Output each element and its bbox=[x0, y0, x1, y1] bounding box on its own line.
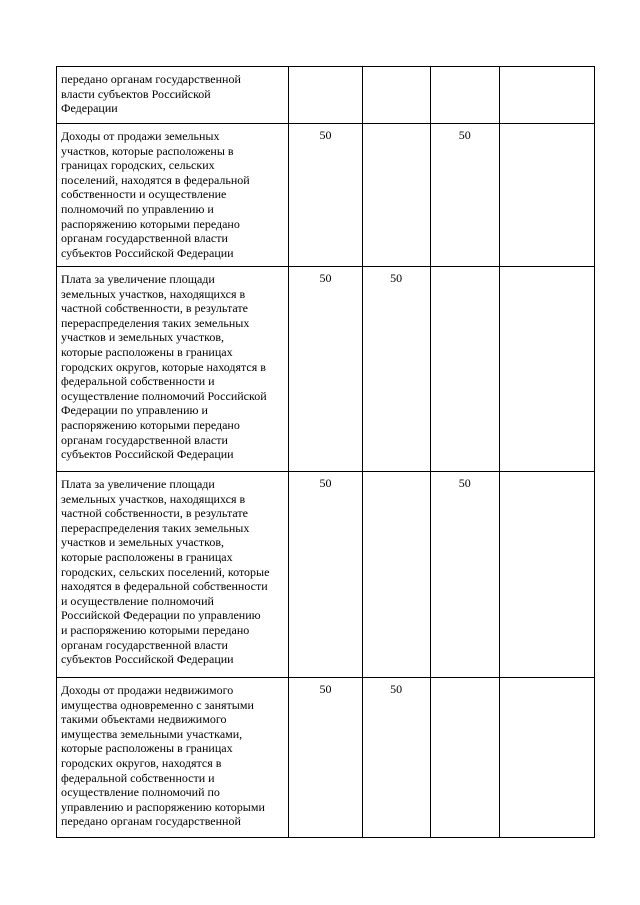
share-cell-3 bbox=[430, 678, 499, 838]
description-line: участков, которые расположены в bbox=[61, 143, 234, 158]
share-cell-1: 50 bbox=[289, 678, 362, 838]
description-line: полномочий по управлению и bbox=[61, 201, 214, 216]
description-line: находятся в федеральной собственности bbox=[61, 579, 268, 594]
description-line: осуществление полномочий по bbox=[61, 785, 220, 800]
share-cell-4 bbox=[499, 67, 594, 124]
share-cell-4 bbox=[499, 472, 594, 678]
description-line: земельных участков, находящихся в bbox=[61, 491, 246, 506]
revenue-description-cell bbox=[57, 472, 289, 678]
description-line: частной собственности, в результате bbox=[61, 301, 248, 316]
table-row bbox=[57, 472, 595, 678]
description-line: перераспределения таких земельных bbox=[61, 520, 250, 535]
description-line: субъектов Российской Федерации bbox=[61, 447, 234, 462]
revenue-description-cell bbox=[57, 67, 289, 124]
description-line: городских округов, находятся в bbox=[61, 755, 222, 770]
description-line: такими объектами недвижимого bbox=[61, 712, 227, 727]
description-line: поселений, находятся в федеральной bbox=[61, 172, 250, 187]
revenue-description-cell bbox=[57, 678, 289, 838]
description-line: распоряжению которыми передано bbox=[61, 216, 240, 231]
description-line: которые расположены в границах bbox=[61, 741, 233, 756]
description-line: границах городских, сельских bbox=[61, 158, 215, 173]
table-row bbox=[57, 67, 595, 124]
table-row bbox=[57, 678, 595, 838]
table-row bbox=[57, 267, 595, 472]
share-cell-1: 50 bbox=[289, 472, 362, 678]
share-cell-3 bbox=[430, 267, 499, 472]
table-row bbox=[57, 124, 595, 267]
description-line: субъектов Российской Федерации bbox=[61, 652, 234, 667]
share-cell-3: 50 bbox=[430, 472, 499, 678]
share-cell-1 bbox=[289, 67, 362, 124]
revenue-description-cell bbox=[57, 124, 289, 267]
description-line: Федерации по управлению и bbox=[61, 403, 208, 418]
description-line: органам государственной власти bbox=[61, 231, 228, 246]
description-line: Плата за увеличение площади bbox=[61, 272, 215, 286]
share-cell-2 bbox=[362, 67, 430, 124]
description-line: Плата за увеличение площади bbox=[61, 477, 215, 491]
description-line: передано органам государственной bbox=[61, 72, 241, 86]
description-line: распоряжению которыми передано bbox=[61, 417, 240, 432]
description-line: которые расположены в границах bbox=[61, 549, 233, 564]
share-cell-3: 50 bbox=[430, 124, 499, 267]
description-line: субъектов Российской Федерации bbox=[61, 245, 234, 260]
description-line: осуществление полномочий Российской bbox=[61, 388, 267, 403]
share-cell-4 bbox=[499, 678, 594, 838]
description-line: органам государственной власти bbox=[61, 637, 228, 652]
description-line: имущества земельными участками, bbox=[61, 726, 243, 741]
description-line: органам государственной власти bbox=[61, 432, 228, 447]
description-line: городских округов, которые находятся в bbox=[61, 359, 266, 374]
share-cell-3 bbox=[430, 67, 499, 124]
revenue-description-cell bbox=[57, 267, 289, 472]
description-line: частной собственности, в результате bbox=[61, 506, 248, 521]
revenue-allocation-table bbox=[56, 66, 595, 838]
description-line: собственности и осуществление bbox=[61, 187, 227, 202]
description-line: городских, сельских поселений, которые bbox=[61, 564, 270, 579]
share-cell-1: 50 bbox=[289, 267, 362, 472]
description-line: участков и земельных участков, bbox=[61, 535, 224, 550]
description-line: Доходы от продажи недвижимого bbox=[61, 683, 234, 697]
description-line: перераспределения таких земельных bbox=[61, 315, 250, 330]
description-line: и распоряжению которыми передано bbox=[61, 622, 250, 637]
description-line: которые расположены в границах bbox=[61, 344, 233, 359]
description-line: имущества одновременно с занятыми bbox=[61, 697, 254, 712]
description-line: управлению и распоряжению которыми bbox=[61, 799, 265, 814]
share-cell-2: 50 bbox=[362, 678, 430, 838]
share-cell-2 bbox=[362, 472, 430, 678]
description-line: федеральной собственности и bbox=[61, 770, 215, 785]
description-line: и осуществление полномочий bbox=[61, 593, 214, 608]
share-cell-1: 50 bbox=[289, 124, 362, 267]
share-cell-4 bbox=[499, 267, 594, 472]
description-line: Российской Федерации по управлению bbox=[61, 608, 261, 623]
description-line: участков и земельных участков, bbox=[61, 330, 224, 345]
description-line: Федерации bbox=[61, 101, 118, 116]
description-line: передано органам государственной bbox=[61, 814, 241, 829]
description-line: земельных участков, находящихся в bbox=[61, 286, 246, 301]
share-cell-2: 50 bbox=[362, 267, 430, 472]
description-line: Доходы от продажи земельных bbox=[61, 129, 220, 143]
share-cell-4 bbox=[499, 124, 594, 267]
description-line: федеральной собственности и bbox=[61, 374, 215, 389]
share-cell-2 bbox=[362, 124, 430, 267]
description-line: власти субъектов Российской bbox=[61, 86, 211, 101]
